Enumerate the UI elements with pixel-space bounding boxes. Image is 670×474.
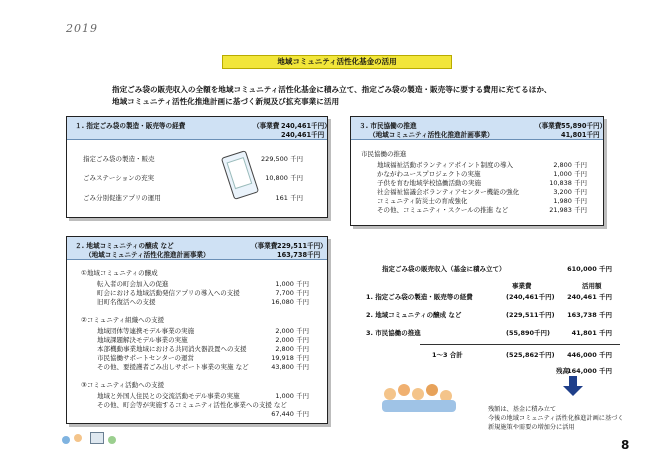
box3-subtitle: （地域コミュニティ活性化推進計画事業） — [369, 131, 494, 139]
summary-row-use: 41,801 千円 — [571, 329, 612, 337]
box3-title: ３. 市民協働の推進 — [359, 122, 417, 130]
col-use-header: 活用額 — [582, 282, 602, 290]
summary-row-label: 1. 指定ごみ袋の製造・販売等の経費 — [366, 293, 473, 301]
box3-item-value: 21,983 千円 — [549, 206, 587, 214]
box2-item-label: 転入者の町会加入の促進 — [97, 280, 169, 288]
summary-row-cost: (240,461千円) — [506, 293, 555, 301]
summary-row-cost: (229,511千円) — [506, 311, 555, 319]
revenue-label: 指定ごみ袋の販売収入（基金に積み立て） — [382, 265, 506, 273]
box2-budget-label: （事業費 — [251, 242, 278, 250]
down-arrow-icon — [562, 376, 584, 396]
total-cost: (525,862千円) — [506, 351, 555, 359]
box2-item-label: 地域と外国人住民との交流活動モデル事業の実施 — [97, 392, 240, 400]
box3-budget2: 41,801千円 — [561, 131, 600, 139]
box2-budget2: 163,738千円 — [277, 251, 321, 259]
box2-item-label: 本部機動事業地域における共同消火器設置への支援 — [97, 345, 247, 353]
box2-item-label: 地域団体等連携モデル事業の実施 — [97, 327, 195, 335]
balance-note-2: 今後の地域コミュニティ活性化推進計画に基づく — [488, 415, 624, 422]
total-use: 446,000 千円 — [567, 351, 612, 359]
summary-panel — [350, 232, 630, 442]
box2-item-value: 7,700 千円 — [275, 289, 309, 297]
box3-item-value: 10,838 千円 — [549, 179, 587, 187]
box1-budget2: 240,461千円 — [281, 131, 325, 139]
revenue-value: 610,000 千円 — [567, 265, 612, 273]
box2-header — [67, 237, 327, 260]
box1-item-value: 10,800 千円 — [265, 174, 303, 182]
box3-item-label: 社会福祉協議会ボランティアセンター機能の強化 — [377, 188, 520, 196]
box2-item-value: 67,440 千円 — [271, 410, 309, 418]
box2-subtitle: （地域コミュニティ活性化推進計画事業） — [85, 251, 210, 259]
box3-item-value: 2,800 千円 — [553, 161, 587, 169]
box1-item-label: 指定ごみ袋の製造・販売 — [83, 155, 155, 163]
summary-row-label: 3. 市民協働の推進 — [366, 329, 421, 337]
page-number: 8 — [621, 438, 630, 452]
total-divider — [420, 344, 620, 345]
box2-budget: 229,511千円） — [277, 242, 327, 250]
smartphone-icon — [221, 150, 259, 200]
box3-item-value: 3,200 千円 — [553, 188, 587, 196]
box2-item-value: 19,918 千円 — [271, 354, 309, 362]
box1-header — [67, 117, 331, 140]
box2-item-label: その他、要援護者ごみ出しサポート事業の実施 など — [97, 363, 249, 371]
col-cost-header: 事業費 — [512, 282, 532, 290]
box1-budget-label: （事業費 — [253, 122, 280, 130]
box2-item-label: その他、町会等が実施するコミュニティ活性化事業への支援 など — [97, 401, 287, 409]
box3-item-label: 子供を育む地域学校協働活動の実施 — [377, 179, 481, 187]
box2-group-heading: ①地域コミュニティの醸成 — [81, 269, 158, 277]
box2-item-value: 2,000 千円 — [275, 336, 309, 344]
summary-row-cost: (55,890千円) — [506, 329, 551, 337]
summary-row-use: 240,461 千円 — [567, 293, 612, 301]
box2-item-label: 町会における地域活動発信アプリの導入への支援 — [97, 289, 240, 297]
box1-budget: 240,461千円） — [281, 122, 331, 130]
summary-row-label: 2. 地域コミュニティの醸成 など — [366, 311, 462, 319]
box2-item-value: 43,800 千円 — [271, 363, 309, 371]
balance-label: 残高 — [556, 367, 569, 375]
community-illustration — [60, 430, 120, 446]
box1-item-label: ごみステーションの充実 — [83, 174, 155, 182]
box-community-building — [66, 236, 328, 424]
box3-item-value: 1,980 千円 — [553, 197, 587, 205]
balance-note-3: 新規施策や需要の増加分に活用 — [488, 424, 575, 431]
people-illustration — [380, 378, 460, 414]
box3-item-label: コミュニティ防災士の育成強化 — [377, 197, 468, 205]
box2-title: ２. 地域コミュニティの醸成 など — [75, 242, 174, 250]
box3-item-label: その他、コミュニティ・スクールの推進 など — [377, 206, 509, 214]
box2-group-heading: ③コミュニティ活動への支援 — [81, 381, 165, 389]
box2-group-heading: ②コミュニティ組織への支援 — [81, 316, 165, 324]
box2-item-value: 2,800 千円 — [275, 345, 309, 353]
box2-item-value: 2,000 千円 — [275, 327, 309, 335]
box3-item-label: 地域福祉活動ボランティアポイント制度の導入 — [377, 161, 513, 169]
box2-item-value: 16,080 千円 — [271, 298, 309, 306]
box2-item-value: 1,000 千円 — [275, 280, 309, 288]
box1-item-value: 161 千円 — [275, 194, 303, 202]
box2-item-label: 旧町名復活への支援 — [97, 298, 156, 306]
box3-heading: 市民協働の推進 — [361, 150, 407, 158]
box1-title: １. 指定ごみ袋の製造・販売等の経費 — [75, 122, 186, 130]
page-title: 地域コミュニティ活性化基金の活用 — [222, 55, 452, 69]
total-label: 1～3 合計 — [432, 351, 463, 359]
summary-row-use: 163,738 千円 — [567, 311, 612, 319]
box3-budget-label: （事業費 — [535, 122, 562, 130]
box2-item-label: 地域課題解決モデル事業の実施 — [97, 336, 188, 344]
box-civic-collaboration — [350, 116, 607, 226]
box1-item-value: 229,500 千円 — [261, 155, 303, 163]
intro-line-1: 指定ごみ袋の販売収入の全額を地域コミュニティ活性化基金に積み立て、指定ごみ袋の製造・販売等に要する費用に充てるほか、 — [112, 85, 552, 94]
box2-item-label: 市民協働サポートセンターの運営 — [97, 354, 195, 362]
box3-budget: 55,890千円） — [561, 122, 607, 130]
handwritten-year: 2019 — [66, 22, 98, 35]
box3-item-label: かながわユースプロジェクトの実施 — [377, 170, 481, 178]
box3-item-value: 1,000 千円 — [553, 170, 587, 178]
intro-line-2: 地域コミュニティ活性化推進計画に基づく新規及び拡充事業に活用 — [112, 97, 340, 106]
box3-header — [351, 117, 607, 140]
balance-note-1: 残額は、基金に積み立て — [488, 406, 557, 413]
balance-value: 164,000 千円 — [567, 367, 612, 375]
box-garbage-bag-costs — [66, 116, 331, 218]
box2-item-value: 1,000 千円 — [275, 392, 309, 400]
box1-item-label: ごみ分別促進アプリの運用 — [83, 194, 161, 202]
